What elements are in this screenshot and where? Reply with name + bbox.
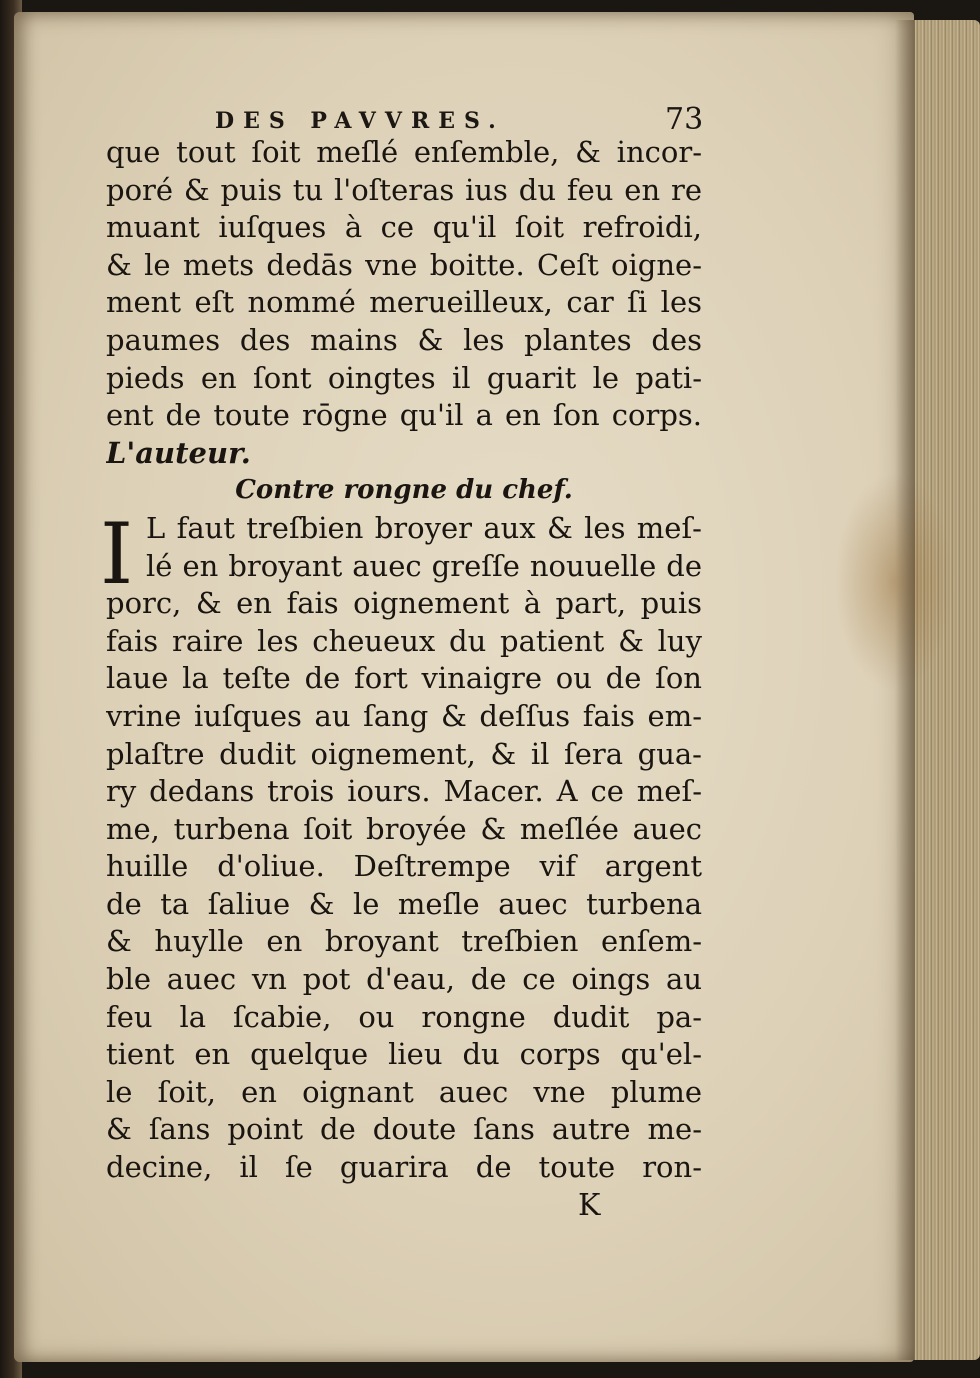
text-line: & ſans point de doute ſans autre me- [106, 1112, 702, 1147]
text-line: fais raire les cheueux du patient & luy [106, 623, 702, 658]
text-line: feu la ſcabie, ou rongne dudit pa- [106, 999, 702, 1034]
text-line: de ta ſaliue & le meſle auec turbena [106, 886, 702, 921]
text-line: poré & puis tu l'oſteras ius du feu en re [106, 172, 702, 207]
text-line: ry dedans trois iours. Macer. A ce meſ- [106, 774, 702, 809]
text-line: que tout ſoit meſlé enſemble, & incor- [106, 135, 702, 169]
text-line: porc, & en fais oignement à part, puis [106, 586, 702, 621]
text-line: decine, il ſe guarira de toute ron- [106, 1150, 702, 1185]
text-line: laue la teſte de fort vinaigre ou de ſon [106, 661, 702, 696]
page-fore-edge [905, 20, 980, 1360]
water-stain [834, 472, 954, 692]
text-line: L faut treſbien broyer aux & les meſ- [146, 510, 702, 545]
attribution: L'auteur. [106, 435, 251, 470]
text-line: plaſtre dudit oignement, & il ſera gua- [106, 736, 702, 771]
text-line: huille d'oliue. Deſtrempe vif argent [106, 849, 702, 884]
text-line: paumes des mains & les plantes des [106, 322, 702, 357]
text-line: ble auec vn pot d'eau, de ce oings au [106, 962, 702, 997]
section-heading: Contre rongne du chef. [235, 475, 573, 506]
signature-mark: K [578, 1188, 601, 1223]
text-line: & huylle en broyant treſbien enſem- [106, 924, 702, 959]
running-head: DES PAVVRES. [215, 108, 505, 134]
text-line: le ſoit, en oignant auec vne plume [106, 1074, 702, 1109]
page-text [106, 134, 702, 1187]
text-line: ent de toute rōgne qu'il a en ſon corps. [106, 398, 702, 433]
text-line: me, turbena ſoit broyée & meſlée auec [106, 811, 702, 846]
text-line: pieds en ſont oingtes il guarit le pati- [106, 360, 702, 395]
text-line: lé en broyant auec greſſe nouuelle de [146, 548, 702, 583]
fore-edge-shadow [895, 20, 915, 1360]
drop-cap: I [100, 505, 134, 603]
text-line: & le mets dedās vne boitte. Ceſt oigne- [106, 247, 702, 282]
text-line: muant iuſques à ce qu'il ſoit refroidi, [106, 210, 702, 245]
text-line: tient en quelque lieu du corps qu'el- [106, 1037, 702, 1072]
folio-number: 73 [665, 102, 704, 137]
text-line: vrine iuſques au ſang & deſſus fais em- [106, 698, 702, 733]
text-line: ment eſt nommé merueilleux, car ſi les [106, 285, 702, 320]
